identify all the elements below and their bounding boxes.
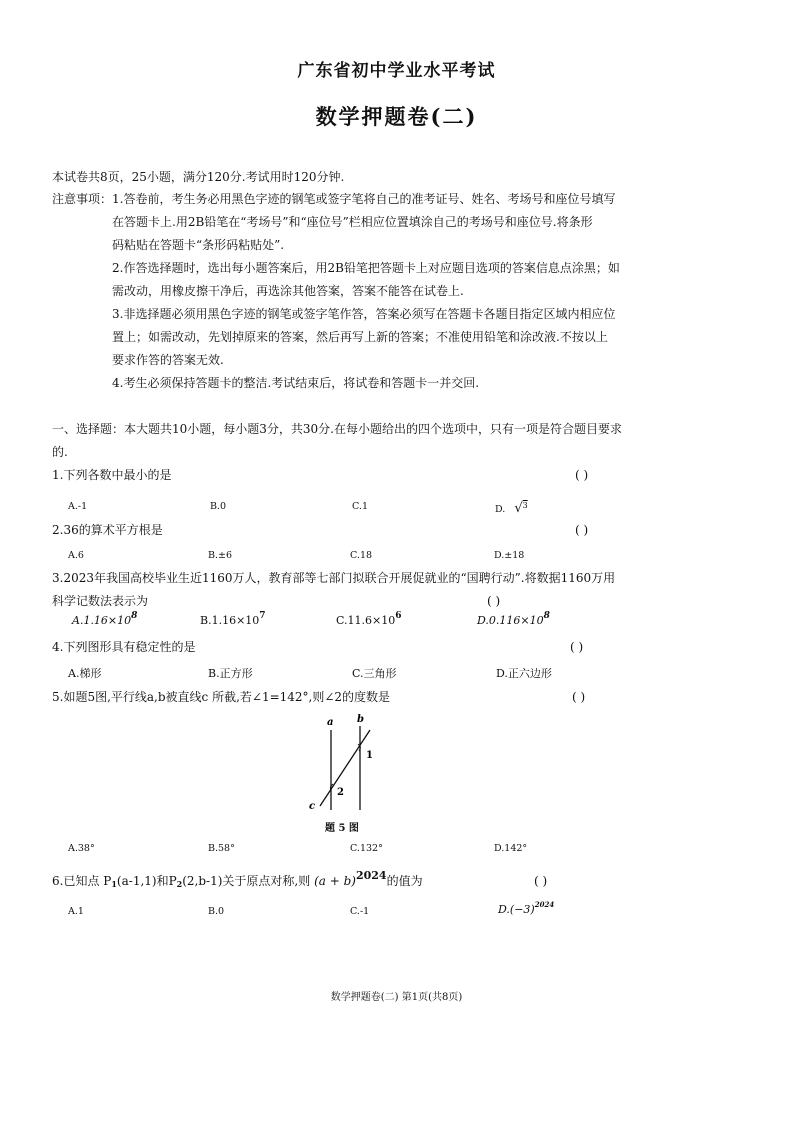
q4-option-a: A.梯形 [68, 667, 102, 680]
q2-option-a: A.6 [68, 550, 84, 561]
q1-option-b: B.0 [210, 501, 227, 512]
q2-option-c: C.18 [350, 550, 373, 561]
note-2b: 需改动，用橡皮擦干净后，再选涂其他答案，答案不能答在试卷上. [112, 284, 464, 298]
note-4: 4.考生必须保持答题卡的整洁.考试结束后，将试卷和答题卡一并交回. [112, 376, 480, 390]
section-heading-cont: 的. [52, 445, 68, 459]
sqrt-icon: √ [514, 501, 523, 516]
note-3a: 3.非选择题必须用黑色字迹的钢笔或签字笔作答，答案必须写在答题卡各题目指定区域内相应位 [112, 307, 616, 321]
q3-answer-paren: ( ) [487, 594, 501, 608]
fig-label-c: c [309, 801, 316, 812]
note-3c: 要求作答的答案无效. [112, 353, 224, 367]
q2-option-b: B.±6 [208, 550, 233, 561]
exam-title: 广东省初中学业水平考试 [297, 61, 496, 81]
q1-option-d [495, 501, 528, 516]
q5-figure [300, 712, 390, 817]
fig-label-1: 1 [366, 750, 373, 761]
q3-option-b: $B.1.16\times 10^7$ [200, 611, 266, 627]
q4-option-b: B.正方形 [208, 667, 253, 680]
q3-option-a: $A.1.16\times 10^8$ [72, 611, 138, 627]
q3-stem: 3.2023年我国高校毕业生近1160万人，教育部等七部门拟联合开展促就业的“国聘行动”.将数据1160万用 [52, 571, 616, 585]
fig-label-a: a [327, 717, 334, 728]
q1-option-a: A.-1 [68, 501, 88, 512]
q2-stem: 2.36的算术平方根是 [52, 523, 163, 537]
q1-option-d-label: D. [495, 504, 506, 515]
note-1a: 1.答卷前，考生务必用黑色字迹的钢笔或签字笔将自己的准考证号、姓名、考场号和座位号填写 [112, 192, 616, 206]
q1-stem: 1.下列各数中最小的是 [52, 468, 172, 482]
q2-option-d: D.±18 [494, 550, 525, 561]
q3-option-d: $D.0.116\times 10^8$ [477, 611, 550, 627]
q4-stem: 4.下列图形具有稳定性的是 [52, 640, 196, 654]
q5-option-d: D.142° [494, 843, 528, 854]
q6-option-b: B.0 [208, 906, 225, 917]
note-1b: 在答题卡上.用2B铅笔在“考场号”和“座位号”栏相应位置填涂自己的考场号和座位号.将条形 [112, 215, 593, 229]
q4-answer-paren: ( ) [570, 640, 584, 654]
intro-line: 本试卷共8页，25小题，满分120分.考试用时120分钟. [52, 170, 345, 184]
q3-option-c: $C.11.6\times 10^6$ [336, 611, 402, 627]
q6-answer-paren: ( ) [534, 874, 548, 888]
paper-subtitle: 数学押题卷(二) [315, 104, 478, 129]
q5-option-a: A.38° [68, 843, 95, 854]
q4-option-d: D.正六边形 [496, 667, 552, 680]
transversal-c [320, 730, 370, 806]
q1-answer-paren: ( ) [575, 468, 589, 482]
q2-answer-paren: ( ) [575, 523, 589, 537]
q4-option-c: C.三角形 [352, 667, 397, 680]
q3-stem-cont: 科学记数法表示为 [52, 594, 149, 608]
q5-stem: 5.如题5图,平行线a,b被直线c 所截,若∠1=142°,则∠2的度数是 [52, 690, 391, 704]
note-2a: 2.作答选择题时，选出每小题答案后，用2B铅笔把答题卡上对应题目选项的答案信息点涂黑；如 [112, 261, 620, 275]
q6-option-d: $D.(-3)^{2024}$ [498, 900, 555, 916]
fig-label-2: 2 [337, 787, 344, 798]
q6-stem: 6.已知点 $P_1(a-1,1)$和$P_2(2,b-1)$关于原点对称,则 (a + b)2024的值为 [52, 869, 423, 889]
q5-figure-caption: 题 5 图 [325, 823, 359, 834]
note-3b: 置上；如需改动，先划掉原来的答案，然后再写上新的答案；不准使用铅笔和涂改液.不按以上 [112, 330, 608, 344]
q6-option-a: A.1 [68, 906, 84, 917]
q5-option-b: B.58° [208, 843, 235, 854]
q1-option-c: C.1 [352, 501, 368, 512]
page-footer: 数学押题卷(二) 第1页(共8页) [330, 992, 463, 1003]
q1-option-d-value: 3 [522, 501, 528, 510]
fig-label-b: b [357, 714, 364, 725]
q5-answer-paren: ( ) [572, 690, 586, 704]
notes-label: 注意事项： [52, 192, 113, 206]
note-1c: 码粘贴在答题卡“条形码粘贴处”. [112, 238, 285, 252]
section-heading: 一、选择题：本大题共10小题，每小题3分，共30分.在每小题给出的四个选项中，只有一项是符合题目要求 [52, 422, 622, 436]
q5-option-c: C.132° [350, 843, 383, 854]
q6-option-c: C.-1 [350, 906, 370, 917]
q6-expression: (a + b) [314, 874, 356, 888]
